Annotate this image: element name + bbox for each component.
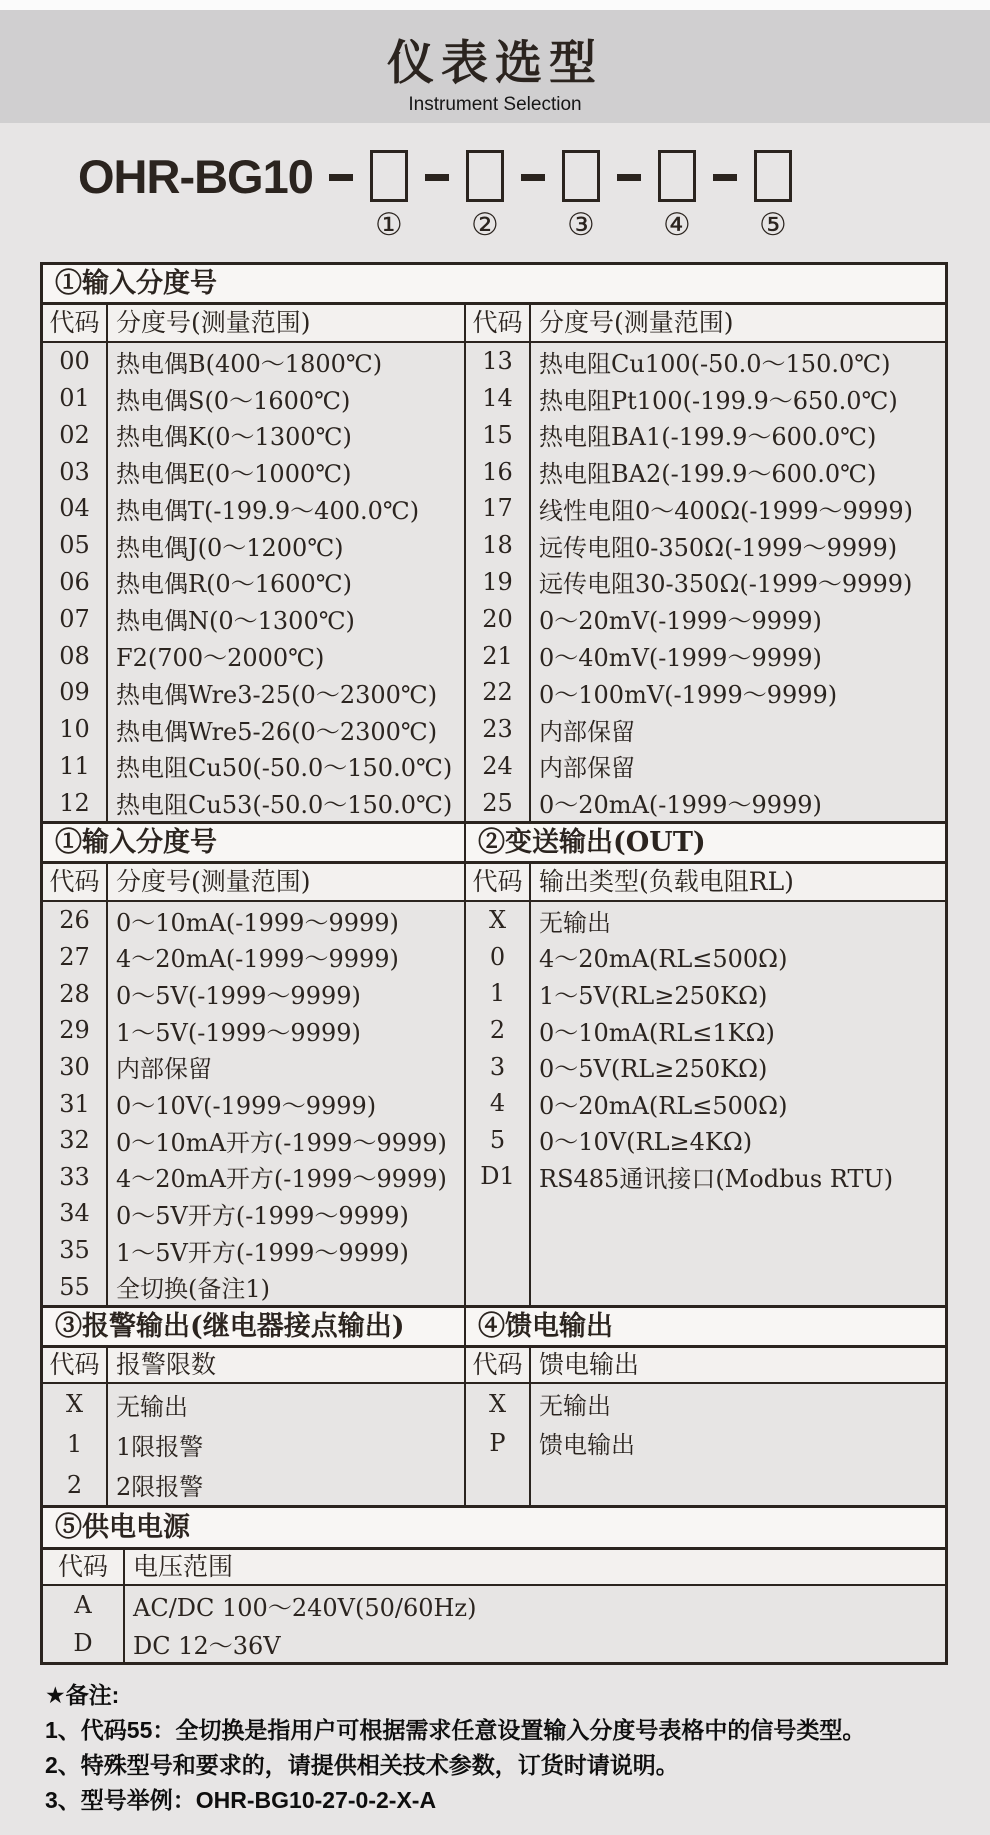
row-desc: 内部保留	[539, 717, 635, 746]
table-row	[466, 1048, 945, 1085]
table-row	[43, 1384, 464, 1424]
row-desc: 0～100mV(-1999～9999)	[539, 680, 838, 709]
code-box	[658, 150, 696, 202]
column-header-row	[466, 1348, 945, 1384]
row-desc: 无输出	[539, 1392, 611, 1420]
row-code: 16	[482, 457, 513, 486]
table-row	[43, 1012, 464, 1049]
desc-column-header: 报警限数	[116, 1350, 217, 1379]
table-row	[466, 1423, 945, 1462]
table-row	[43, 784, 464, 821]
row-desc: 热电阻Cu50(-50.0～150.0℃)	[116, 754, 453, 783]
row-code: 12	[59, 788, 90, 817]
row-desc: 0～40mV(-1999～9999)	[539, 644, 822, 672]
row-code: 34	[59, 1199, 90, 1228]
dash-separator	[329, 174, 353, 181]
section-header	[43, 1508, 945, 1550]
row-code: 14	[482, 384, 513, 413]
table-row	[43, 747, 464, 784]
table-row	[466, 637, 945, 674]
table-row	[43, 1424, 464, 1464]
right-column-table	[466, 1348, 945, 1505]
row-code: 31	[59, 1089, 90, 1118]
row-code: 1	[489, 979, 506, 1008]
left-column-table	[43, 1348, 466, 1505]
table-row	[43, 711, 464, 748]
row-desc: 热电阻BA1(-199.9～600.0℃)	[539, 423, 877, 452]
row-code: 04	[59, 494, 90, 523]
table-row	[43, 939, 464, 976]
table-row	[43, 1232, 464, 1269]
code-column-header: 代码	[49, 308, 100, 337]
row-code: 15	[482, 420, 513, 449]
desc-column-header: 分度号(测量范围)	[539, 308, 734, 337]
table-row	[43, 343, 464, 380]
table-row	[43, 1122, 464, 1159]
code-column-header: 代码	[49, 867, 100, 896]
column-header-row	[466, 305, 945, 343]
row-code: 10	[59, 715, 90, 744]
desc-column-header: 电压范围	[133, 1552, 234, 1581]
table-row	[43, 637, 464, 674]
left-column-table	[43, 305, 466, 821]
table-row	[43, 975, 464, 1012]
row-desc: 0～5V开方(-1999～9999)	[116, 1201, 409, 1230]
table-rows	[43, 1586, 945, 1662]
dash-separator	[713, 174, 737, 181]
table-rows	[466, 1384, 945, 1505]
code-box	[466, 150, 504, 202]
table-row	[466, 380, 945, 417]
section-body	[43, 1550, 945, 1662]
table-row	[466, 527, 945, 564]
row-desc: 1～5V开方(-1999～9999)	[116, 1238, 409, 1267]
row-desc: 4～20mA开方(-1999～9999)	[116, 1165, 447, 1194]
row-code: 3	[489, 1052, 506, 1081]
section-title-feed: ④馈电输出	[478, 1311, 613, 1342]
note-item: 3、型号举例：OHR-BG10-27-0-2-X-A	[45, 1787, 437, 1813]
row-code: 30	[59, 1052, 90, 1081]
row-desc: DC 12～36V	[133, 1631, 281, 1660]
table-row	[43, 564, 464, 601]
table-row	[466, 417, 945, 454]
dash-separator	[617, 174, 641, 181]
column-header-row	[466, 864, 945, 902]
dash-separator	[521, 174, 545, 181]
section-title-input: ①输入分度号	[43, 824, 466, 861]
desc-column-header: 输出类型(负载电阻RL)	[539, 867, 794, 896]
row-code: 33	[59, 1162, 90, 1191]
row-desc: 热电偶T(-199.9～400.0℃)	[116, 496, 420, 525]
full-width-table	[43, 1550, 945, 1662]
row-desc: 热电阻Pt100(-199.9～650.0℃)	[539, 386, 898, 415]
table-rows	[43, 1384, 464, 1505]
position-marker: ③	[566, 207, 595, 243]
dash-separator	[425, 174, 449, 181]
table-row	[466, 902, 945, 939]
section-body	[43, 305, 945, 821]
top-margin-strip	[0, 0, 990, 10]
model-code-slot	[367, 146, 411, 242]
row-code: 5	[489, 1125, 506, 1154]
row-code: 27	[59, 942, 90, 971]
row-desc: 内部保留	[116, 1055, 212, 1084]
row-desc: 热电偶B(400～1800℃)	[116, 349, 383, 378]
table-row	[466, 600, 945, 637]
section-title: ⑤供电电源	[55, 1512, 190, 1543]
row-desc: 远传电阻30-350Ω(-1999～9999)	[539, 570, 913, 599]
row-code: 08	[59, 641, 90, 670]
row-code: 09	[59, 678, 90, 707]
row-desc: 0～5V(RL≥250KΩ)	[539, 1055, 768, 1084]
position-marker: ⑤	[758, 207, 787, 243]
code-column-header: 代码	[472, 308, 523, 337]
row-code: 05	[59, 531, 90, 560]
row-desc: 热电偶K(0～1300℃)	[116, 423, 352, 452]
row-desc: 1限报警	[116, 1432, 204, 1461]
row-code: 25	[482, 788, 513, 817]
section-power-supply	[40, 1505, 948, 1665]
table-row	[43, 380, 464, 417]
model-prefix: OHR-BG10	[78, 150, 313, 203]
row-desc: 0～10mA(-1999～9999)	[116, 908, 399, 937]
row-desc: 1～5V(RL≥250KΩ)	[539, 981, 768, 1010]
row-code: 03	[59, 457, 90, 486]
code-column-header: 代码	[57, 1552, 108, 1581]
row-desc: 热电偶N(0～1300℃)	[116, 607, 355, 636]
row-code: 29	[59, 1016, 90, 1045]
row-desc: 0～20mA(-1999～9999)	[539, 791, 822, 820]
table-row	[43, 902, 464, 939]
selection-table	[40, 262, 948, 1665]
section-alarm-and-feed-output	[40, 1305, 948, 1508]
row-code: X	[488, 906, 507, 935]
table-row	[466, 1384, 945, 1423]
row-code: 17	[482, 494, 513, 523]
table-row	[466, 1012, 945, 1049]
model-code-line	[78, 146, 795, 242]
row-desc: 热电偶Wre5-26(0～2300℃)	[116, 717, 438, 746]
row-desc: 全切换(备注1)	[116, 1275, 270, 1304]
row-desc: 热电阻Cu53(-50.0～150.0℃)	[116, 791, 453, 820]
table-row	[43, 1049, 464, 1086]
model-code-slots	[315, 146, 795, 242]
section-input-graduation-1	[40, 262, 948, 824]
row-desc: 热电偶Wre3-25(0～2300℃)	[116, 680, 438, 709]
row-code: 0	[489, 942, 506, 971]
row-code: 00	[59, 347, 90, 376]
column-header-row	[43, 1550, 945, 1586]
row-code: 28	[59, 979, 90, 1008]
table-row	[43, 1195, 464, 1232]
section-header	[43, 824, 945, 864]
right-column-table	[466, 305, 945, 821]
position-marker: ②	[470, 207, 499, 243]
notes-header: ★备注:	[45, 1682, 120, 1708]
row-desc: 无输出	[539, 908, 611, 937]
table-row	[43, 1158, 464, 1195]
row-code: 32	[59, 1126, 90, 1155]
row-code: 26	[59, 906, 90, 935]
code-column-header: 代码	[472, 1350, 523, 1379]
left-column-table	[43, 864, 466, 1305]
section-header	[43, 1308, 945, 1348]
model-code-slot	[463, 146, 507, 242]
section-title: ①输入分度号	[55, 268, 217, 299]
row-desc: 0～10mA开方(-1999～9999)	[116, 1128, 447, 1157]
row-desc: AC/DC 100～240V(50/60Hz)	[133, 1593, 477, 1622]
code-column-header: 代码	[472, 867, 523, 896]
table-row	[43, 1085, 464, 1122]
row-desc: 0～20mA(RL≤500Ω)	[539, 1091, 788, 1120]
code-box	[370, 150, 408, 202]
table-row	[43, 527, 464, 564]
table-row	[466, 711, 945, 748]
row-code: 11	[59, 751, 90, 780]
notes-block	[45, 1678, 955, 1817]
section-title-alarm: ③报警输出(继电器接点输出)	[43, 1308, 466, 1345]
row-desc: 线性电阻0～400Ω(-1999～9999)	[539, 496, 913, 525]
row-code: 35	[59, 1236, 90, 1265]
row-desc: 馈电输出	[539, 1431, 635, 1459]
row-code: 18	[482, 531, 513, 560]
table-row	[466, 1122, 945, 1159]
table-row	[466, 747, 945, 784]
desc-column-header: 馈电输出	[539, 1350, 640, 1379]
row-code: 4	[489, 1089, 506, 1118]
row-code: A	[74, 1591, 92, 1619]
table-row	[43, 417, 464, 454]
column-header-row	[43, 305, 464, 343]
row-code: D	[73, 1629, 93, 1657]
row-desc: 0～10V(RL≥4KΩ)	[539, 1128, 753, 1157]
row-desc: 热电阻BA2(-199.9～600.0℃)	[539, 460, 877, 489]
table-rows	[466, 343, 945, 821]
row-desc: 热电偶J(0～1200℃)	[116, 533, 344, 562]
table-row	[466, 564, 945, 601]
row-desc: 热电偶S(0～1600℃)	[116, 386, 351, 415]
table-row	[43, 674, 464, 711]
code-column-header: 代码	[49, 1350, 100, 1379]
row-desc: 0～5V(-1999～9999)	[116, 982, 361, 1011]
row-desc: 热电偶E(0～1000℃)	[116, 460, 352, 489]
column-header-row	[43, 864, 464, 902]
row-code: 13	[482, 347, 513, 376]
code-box	[754, 150, 792, 202]
section-input-graduation-2-and-output	[40, 821, 948, 1308]
table-rows	[43, 343, 464, 821]
row-desc: 无输出	[116, 1392, 188, 1421]
table-row	[43, 453, 464, 490]
right-column-table	[466, 864, 945, 1305]
table-rows	[466, 902, 945, 1305]
row-desc: 热电阻Cu100(-50.0～150.0℃)	[539, 349, 891, 378]
model-code-slot	[751, 146, 795, 242]
row-code: 02	[59, 420, 90, 449]
row-code: 21	[482, 641, 513, 670]
row-code: 23	[482, 715, 513, 744]
row-code: P	[489, 1428, 506, 1457]
position-marker: ①	[374, 207, 403, 243]
column-header-row	[43, 1348, 464, 1384]
row-desc: 远传电阻0-350Ω(-1999～9999)	[539, 533, 898, 562]
section-body	[43, 1348, 945, 1505]
table-row	[466, 490, 945, 527]
row-desc: 0～20mV(-1999～9999)	[539, 607, 822, 636]
section-title-output: ②变送输出(OUT)	[478, 827, 706, 858]
row-code: X	[65, 1390, 84, 1419]
table-row	[43, 1268, 464, 1305]
page-header	[0, 10, 990, 123]
table-row	[43, 1465, 464, 1505]
row-code: 2	[489, 1016, 506, 1045]
desc-column-header: 分度号(测量范围)	[116, 867, 311, 896]
table-row	[43, 490, 464, 527]
row-code: X	[488, 1389, 507, 1418]
row-code: 22	[482, 678, 513, 707]
row-desc: 0～10V(-1999～9999)	[116, 1092, 377, 1121]
table-row	[466, 343, 945, 380]
table-row	[466, 674, 945, 711]
table-row	[466, 975, 945, 1012]
row-code: 2	[66, 1470, 83, 1499]
row-code: 07	[59, 604, 90, 633]
row-desc: 4～20mA(RL≤500Ω)	[539, 945, 788, 974]
section-body	[43, 864, 945, 1305]
table-row	[466, 1158, 945, 1195]
row-code: 24	[482, 751, 513, 780]
row-desc: 1～5V(-1999～9999)	[116, 1018, 361, 1047]
table-row	[466, 1085, 945, 1122]
row-desc: 0～10mA(RL≤1KΩ)	[539, 1018, 775, 1047]
row-code: 55	[59, 1272, 90, 1301]
table-row	[43, 600, 464, 637]
code-box	[562, 150, 600, 202]
row-code: 19	[482, 567, 513, 596]
row-code: 06	[59, 567, 90, 596]
position-marker: ④	[662, 207, 691, 243]
model-code-slot	[559, 146, 603, 242]
table-row	[43, 1586, 945, 1624]
page-subtitle: Instrument Selection	[408, 94, 582, 115]
row-code: 20	[482, 604, 513, 633]
row-code: 1	[66, 1430, 83, 1459]
note-item: 1、代码55：全切换是指用户可根据需求任意设置输入分度号表格中的信号类型。	[45, 1717, 866, 1743]
note-item: 2、特殊型号和要求的，请提供相关技术参数，订货时请说明。	[45, 1752, 679, 1778]
table-rows	[43, 902, 464, 1305]
row-code: D1	[480, 1162, 515, 1191]
row-desc: 4～20mA(-1999～9999)	[116, 945, 399, 974]
table-row	[466, 784, 945, 821]
model-code-slot	[655, 146, 699, 242]
row-desc: 内部保留	[539, 754, 635, 783]
row-desc: 2限报警	[116, 1473, 204, 1502]
row-desc: F2(700～2000℃)	[116, 644, 325, 672]
table-row	[466, 453, 945, 490]
row-desc: 热电偶R(0～1600℃)	[116, 570, 352, 599]
table-row	[466, 939, 945, 976]
table-row	[43, 1624, 945, 1662]
page-title: 仪表选型	[387, 36, 603, 91]
desc-column-header: 分度号(测量范围)	[116, 308, 311, 337]
section-header	[43, 265, 945, 305]
row-code: 01	[59, 384, 90, 413]
row-desc: RS485通讯接口(Modbus RTU)	[539, 1164, 894, 1193]
